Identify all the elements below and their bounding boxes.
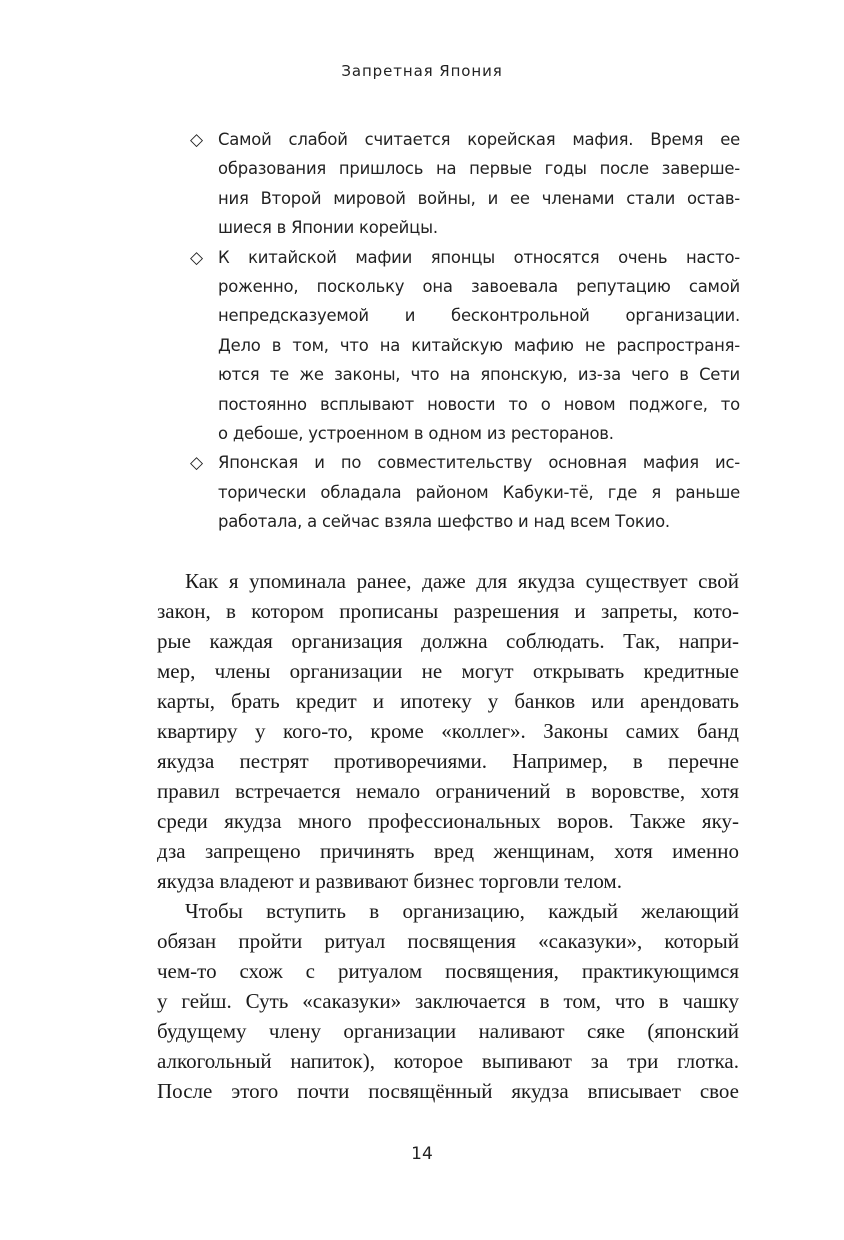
bullet-text (218, 448, 740, 536)
text-line: ния Второй мировой войны, и ее членами стали остав- (218, 188, 740, 208)
text-line: ются те же законы, что на японскую, из-за чего в Сети (218, 365, 740, 385)
text-line: квартиру у кого-то, кроме «коллег». Законы самих банд (157, 719, 739, 743)
text-line: работала, а сейчас взяла шефство и над всем Токио. (218, 512, 670, 532)
diamond-bullet-icon: ◇ (190, 130, 204, 150)
text-line: Дело в том, что на китайскую мафию не распространя- (218, 335, 740, 355)
text-line: непредсказуемой и бесконтрольной организации. (218, 306, 740, 326)
paragraph-sakazuki-ritual (157, 896, 739, 1106)
text-line: якудза владеют и развивают бизнес торговли телом. (157, 869, 622, 893)
text-line: Самой слабой считается корейская мафия. Время ее (218, 130, 740, 149)
text-line: чем-то схож с ритуалом посвящения, практикующимся (157, 959, 739, 983)
text-line: роженно, поскольку она завоевала репутацию самой (218, 277, 740, 297)
text-line: постоянно всплывают новости то о новом поджоге, то (218, 394, 740, 414)
text-line: алкогольный напиток), которое выпивают за три глотка. (157, 1049, 739, 1073)
text-line: о дебоше, устроенном в одном из ресторанов. (218, 424, 614, 444)
text-line: Как я упоминала ранее, даже для якудза существует свой (185, 569, 739, 593)
bullet-item-japanese-mafia (190, 448, 740, 536)
text-line: рые каждая организация должна соблюдать. Так, напри- (157, 629, 739, 653)
text-line: карты, брать кредит и ипотеку у банков или арендовать (157, 689, 739, 713)
text-line: образования пришлось на первые годы после заверше- (218, 159, 740, 179)
text-line: закон, в котором прописаны разрешения и запреты, кото- (157, 599, 739, 623)
text-line: правил встречается немало ограничений в воровстве, хотя (157, 779, 739, 803)
text-line: Чтобы вступить в организацию, каждый желающий (185, 899, 739, 923)
text-line: среди якудза много профессиональных воров. Также яку- (157, 809, 739, 833)
text-line: будущему члену организации наливают сяке (японский (157, 1019, 739, 1043)
text-line: После этого почти посвящённый якудза вписывает свое (157, 1079, 739, 1103)
running-head: Запретная Япония (341, 62, 503, 80)
body-text (157, 566, 739, 1106)
text-line: К китайской мафии японцы относятся очень насто- (218, 247, 740, 267)
text-line: Японская и по совместительству основная мафия ис- (218, 453, 740, 473)
text-line: мер, члены организации не могут открывать кредитные (157, 659, 739, 683)
diamond-bullet-icon: ◇ (190, 247, 204, 268)
bullet-text (218, 125, 740, 243)
bullet-item-korean-mafia (190, 125, 740, 243)
text-line: торически обладала районом Кабуки-тё, где я раньше (218, 482, 740, 502)
text-line: якудза пестрят противоречиями. Например, в перечне (157, 749, 739, 773)
bullet-list (190, 125, 740, 537)
diamond-bullet-icon: ◇ (190, 453, 204, 474)
text-line: обязан пройти ритуал посвящения «саказуки», который (157, 929, 739, 953)
text-line: дза запрещено причинять вред женщинам, хотя именно (157, 839, 739, 863)
text-line: шиеся в Японии корейцы. (218, 218, 438, 238)
bullet-item-chinese-mafia (190, 243, 740, 449)
bullet-text (218, 243, 740, 449)
text-line: у гейш. Суть «саказуки» заключается в том, что в чашку (157, 989, 739, 1013)
paragraph-yakuza-law (157, 566, 739, 896)
page-number: 14 (411, 1144, 433, 1164)
